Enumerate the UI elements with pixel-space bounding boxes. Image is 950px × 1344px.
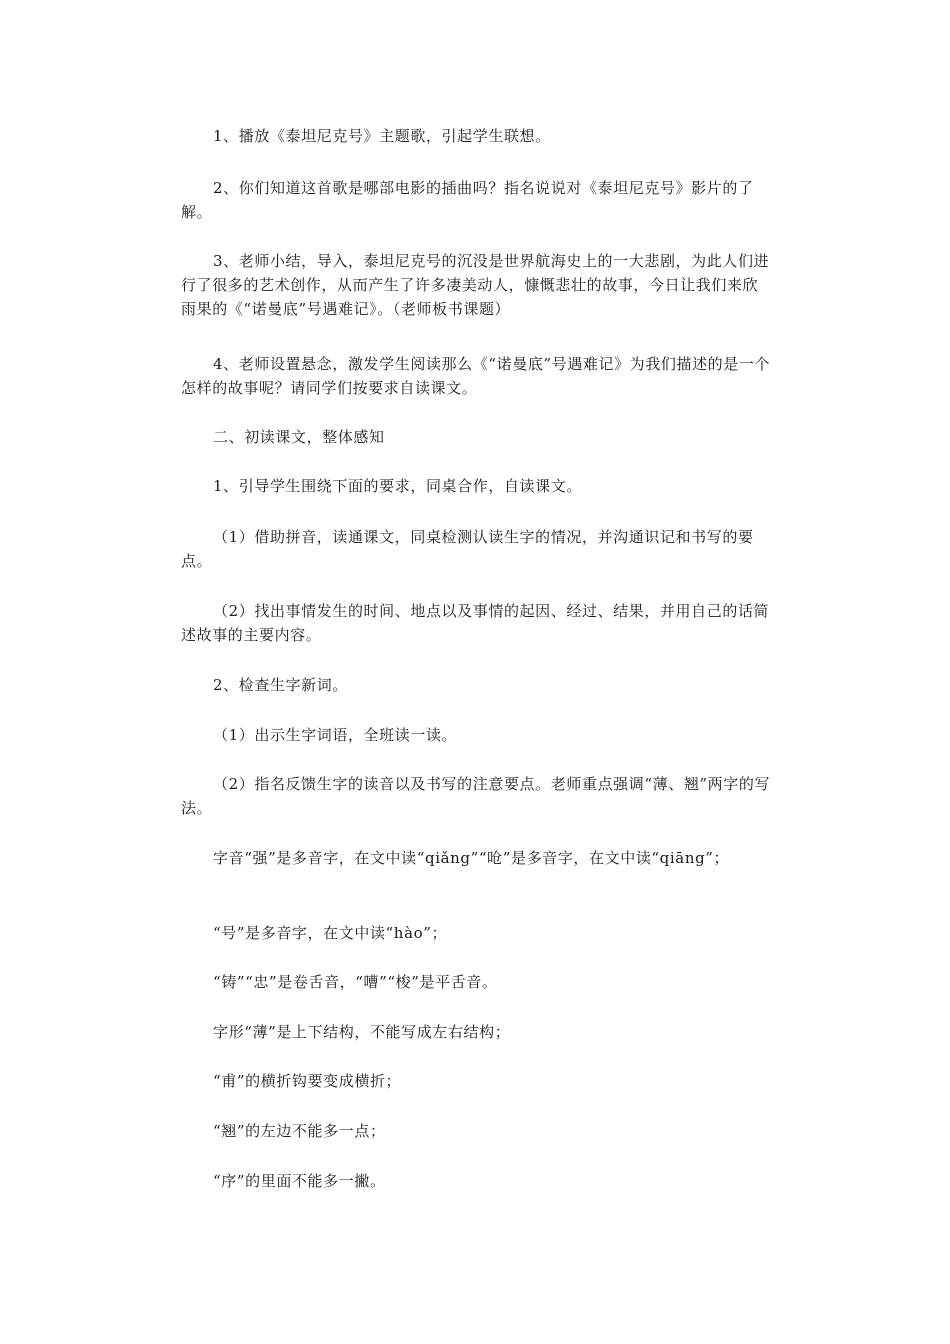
paragraph-9: （1）出示生字词语，全班读一读。 (213, 726, 458, 744)
section-heading: 二、初读课文，整体感知 (213, 428, 385, 446)
paragraph-7: （2）找出事情发生的时间、地点以及事情的起因、经过、结果，并用自己的话简述故事的主要内容。 (181, 602, 770, 644)
paragraph-3: 3、老师小结，导入，泰坦尼克号的沉没是世界航海史上的一大悲剧，为此人们进行了很多的艺术创作，从而产生了许多凄美动人，慷慨悲壮的故事，今日让我们来欣雨果的《“诺曼底”号遇难记》。（老师板书课题） (181, 252, 770, 318)
paragraph-6: （1）借助拼音，读通课文，同桌检测认读生字的情况，并沟通识记和书写的要点。 (181, 528, 754, 570)
paragraph-17: “序”的里面不能多一撇。 (213, 1172, 386, 1190)
paragraph-15: “甫”的横折钩要变成横折； (213, 1072, 402, 1090)
paragraph-10: （2）指名反馈生字的读音以及书写的注意要点。老师重点强调“薄、翘”两字的写法。 (181, 775, 771, 817)
paragraph-11: 字音“强”是多音字，在文中读“qiǎng”“呛”是多音字，在文中读“qiāng”； (213, 849, 730, 867)
paragraph-5: 1、引导学生围绕下面的要求，同桌合作，自读课文。 (213, 477, 582, 495)
paragraph-8: 2、检查生字新词。 (213, 676, 348, 694)
paragraph-4: 4、老师设置悬念，激发学生阅读那么《“诺曼底”号遇难记》为我们描述的是一个怎样的故事呢？请同学们按要求自读课文。 (181, 355, 771, 397)
paragraph-2: 2、你们知道这首歌是哪部电影的插曲吗？指名说说对《泰坦尼克号》影片的了解。 (181, 179, 754, 221)
paragraph-13: “铸”“忠”是卷舌音，“嘈”“梭”是平舌音。 (213, 973, 498, 991)
paragraph-1: 1、播放《泰坦尼克号》主题歌，引起学生联想。 (213, 127, 551, 145)
paragraph-12: “号”是多音字，在文中读“hào”； (213, 924, 448, 942)
paragraph-16: “翘”的左边不能多一点； (213, 1122, 386, 1140)
paragraph-14: 字形“薄”是上下结构，不能写成左右结构； (213, 1023, 511, 1041)
